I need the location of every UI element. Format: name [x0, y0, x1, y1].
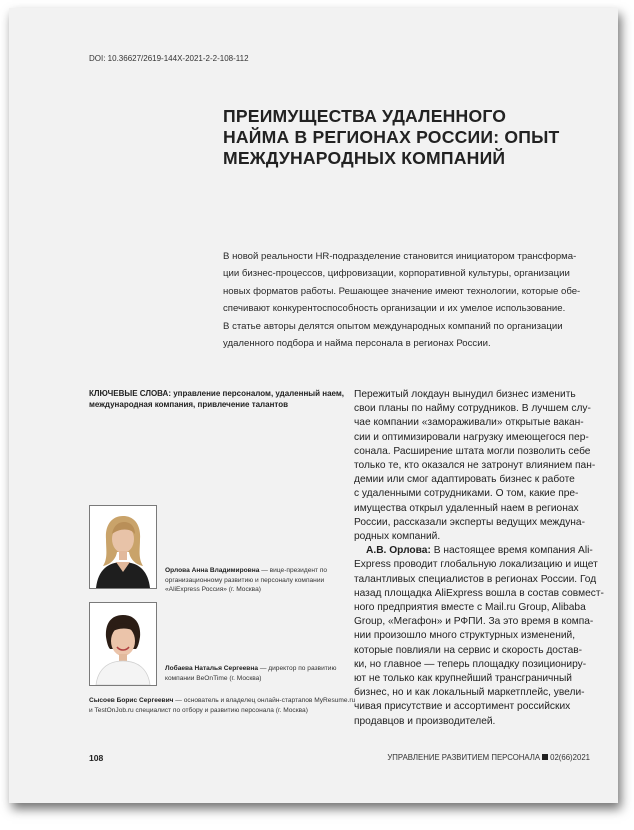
body-line: продавцов и производителей. — [354, 715, 496, 727]
body-line: чивая присутствие и ассортимент российских — [354, 701, 571, 713]
author-bio-line: организационному развитию и персоналу компании — [165, 576, 325, 584]
author-bio-orlova: Орлова Анна Владимировна — вице-президент по организационному развитию и персоналу компании «AliExpress Россия» (г. Москва) — [165, 567, 328, 594]
author-name: Орлова Анна Владимировна — [165, 567, 260, 574]
body-line: ки, но главное — теперь площадку позициониру- — [354, 658, 587, 670]
abstract-line: ции бизнес-процессов, цифровизации, корпоративной культуры, организации — [223, 268, 570, 280]
doi-label: DOI: 10.36627/2619-144X-2021-2-2-108-112 — [89, 54, 249, 63]
body-line: талантливых специалистов в регионах России. Год — [354, 573, 597, 585]
author-bio-sysoev: Сысоев Борис Сергеевич — основатель и владелец онлайн-стартапов MyResume.ru и TestOnJob.ru специалист по отбору и развитию персонала (г. Москва) — [89, 697, 356, 714]
journal-page — [9, 8, 618, 803]
body-line: только те, кто оказался не затронут влиянием пан- — [354, 460, 596, 472]
body-line: России, рассказали эксперты ведущих междуна- — [354, 516, 585, 528]
article-title — [223, 106, 560, 169]
body-line: Group, «Мегафон» и РФПИ. За это время в компа- — [354, 616, 594, 628]
body-line: Express проводит глобальную локализацию и ищет — [354, 559, 598, 571]
body-line: с удаленными сотрудниками. О том, какие пре- — [354, 488, 579, 500]
author-bio-line: и TestOnJob.ru специалист по отбору и развитию персонала (г. Москва) — [89, 706, 308, 714]
abstract-line: спечивают конкурентоспособность организации и их умелое использование. — [223, 303, 566, 315]
title-line: НАЙМА В РЕГИОНАХ РОССИИ: ОПЫТ — [223, 127, 560, 147]
author-name: Сысоев Борис Сергеевич — [89, 697, 174, 704]
keywords-line: международная компания, привлечение талантов — [89, 400, 289, 409]
journal-name: УПРАВЛЕНИЕ РАЗВИТИЕМ ПЕРСОНАЛА — [387, 753, 541, 762]
body-line: нии произошло много структурных изменений, — [354, 630, 576, 642]
title-line: ПРЕИМУЩЕСТВА УДАЛЕННОГО — [223, 106, 507, 126]
title-line: МЕЖДУНАРОДНЫХ КОМПАНИЙ — [223, 148, 506, 168]
body-line: бизнес, но и как локальный маркетплейс, увели- — [354, 687, 585, 699]
body-line: свои планы по найму сотрудников. В лучшем слу- — [354, 403, 591, 415]
body-line: ного предприятия вместе с Mail.ru Group, Alibaba — [354, 602, 586, 614]
journal-issue: 02(66)2021 — [550, 753, 590, 762]
speaker-name: А.В. Орлова: — [366, 545, 431, 557]
body-line: родных компаний. — [354, 531, 441, 543]
author-bio-line: «AliExpress Россия» (г. Москва) — [165, 586, 261, 594]
body-line: Пережитый локдаун вынудил бизнес изменить — [354, 389, 576, 400]
author-photo-orlova — [89, 505, 157, 589]
body-line: которые повлияли на сервис и скорость достав- — [354, 644, 583, 656]
abstract-line: В новой реальности HR-подразделение становится инициатором трансформа- — [223, 251, 577, 262]
author-name: Лобаева Наталья Сергеевна — [165, 665, 259, 672]
journal-footer — [387, 753, 590, 762]
keywords-line: КЛЮЧЕВЫЕ СЛОВА: управление персоналом, удаленный наем, — [89, 389, 345, 398]
body-line: сонала. Расширение штата могли позволить себе — [354, 445, 591, 457]
body-line: А.В. Орлова: В настоящее время компания Ali- — [366, 545, 593, 557]
body-line: чае компании «замораживали» открытые вакан- — [354, 417, 584, 429]
keywords — [89, 388, 345, 410]
abstract-line: В статье авторы делятся опытом международных компаний по организации — [223, 320, 563, 332]
body-line: ют не только как крупнейший трансграничный — [354, 673, 572, 685]
author-bio-lobaeva: Лобаева Наталья Сергеевна — директор по развитию компании BeOnTime (г. Москва) — [165, 665, 337, 682]
author-bio-line: компании BeOnTime (г. Москва) — [165, 674, 262, 682]
page-number: 108 — [89, 753, 104, 763]
author-photo-lobaeva — [89, 602, 157, 686]
body-line: назад площадка AliExpress вошла в состав совмест- — [354, 587, 604, 599]
abstract-line: удаленного подбора и найма персонала в регионах России. — [223, 338, 491, 350]
abstract-line: новых форматов работы. Решающее значение имеют технологии, которые обе- — [223, 285, 581, 297]
body-line: сии и оптимизировали нагрузку имеющегося пер- — [354, 431, 589, 443]
article-body — [354, 388, 616, 729]
square-separator-icon — [542, 754, 548, 760]
abstract — [223, 248, 603, 352]
body-line: имущества открыл удаленный наем в регионах — [354, 502, 579, 514]
body-line: демии или смог адаптировать бизнес к работе — [354, 474, 575, 486]
